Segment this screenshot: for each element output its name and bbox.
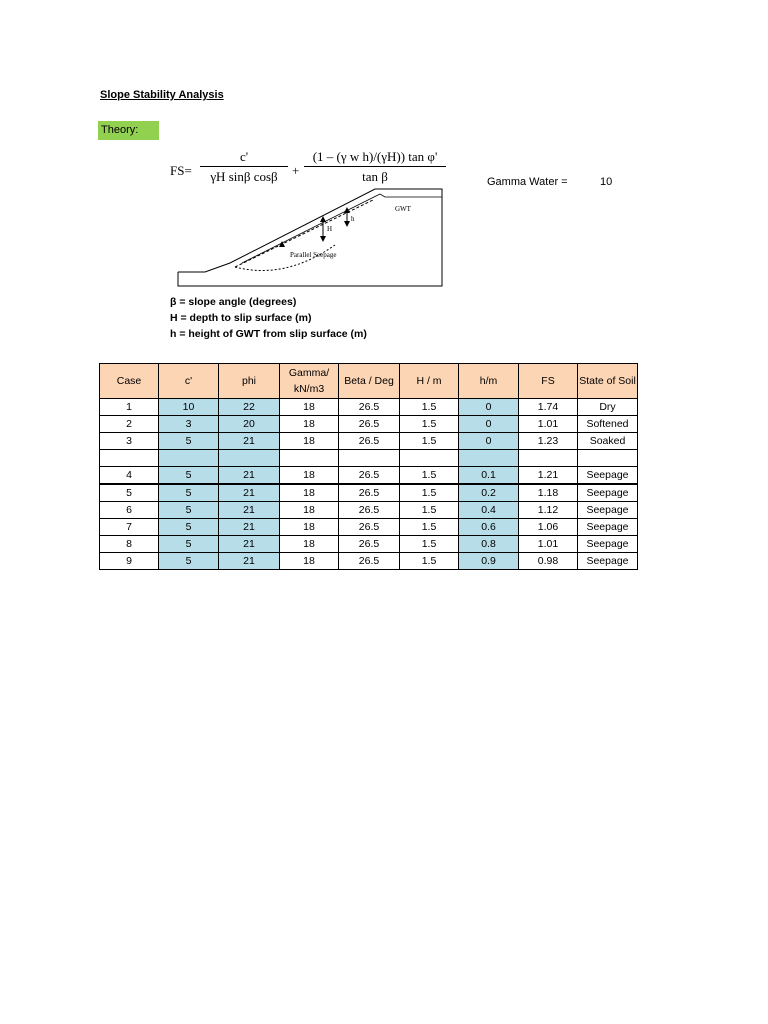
cell-h: 0 [459, 433, 519, 450]
table-row [100, 433, 638, 450]
cell-beta: 26.5 [339, 433, 400, 450]
cell-fs: 1.21 [519, 467, 578, 485]
cell-h: 0.8 [459, 536, 519, 553]
formula-frac1-denominator: γH sinβ cosβ [210, 169, 278, 184]
header-c: c' [159, 364, 219, 399]
cell-beta: 26.5 [339, 484, 400, 502]
cell-c: 5 [159, 536, 219, 553]
cell-fs: 1.01 [519, 416, 578, 433]
cell-gamma: 18 [280, 519, 339, 536]
cell-gamma: 18 [280, 399, 339, 416]
cell-fs: 1.06 [519, 519, 578, 536]
cell-gamma: 18 [280, 484, 339, 502]
cell-gamma: 18 [280, 536, 339, 553]
cell-beta: 26.5 [339, 416, 400, 433]
table-row [100, 536, 638, 553]
cell-H: 1.5 [400, 536, 459, 553]
cell-h: 0.4 [459, 502, 519, 519]
cell-gamma: 18 [280, 467, 339, 485]
slope-profile [178, 189, 442, 286]
cell-gamma [280, 450, 339, 467]
cell-fs [519, 450, 578, 467]
seepage-label: Parallel Seepage [290, 251, 337, 259]
cell-case: 8 [100, 536, 159, 553]
header-gamma: Gamma/ kN/m3 [280, 364, 339, 399]
formula-frac2-denominator: tan β [362, 169, 388, 184]
definition-beta: β = slope angle (degrees) [170, 296, 297, 308]
cell-c: 10 [159, 399, 219, 416]
cell-case: 5 [100, 484, 159, 502]
table-row [100, 502, 638, 519]
cell-beta: 26.5 [339, 467, 400, 485]
cell-state [578, 450, 638, 467]
cell-c [159, 450, 219, 467]
cell-H: 1.5 [400, 502, 459, 519]
header-h: h/m [459, 364, 519, 399]
cell-h: 0.1 [459, 467, 519, 485]
cell-phi: 21 [219, 484, 280, 502]
cell-beta: 26.5 [339, 519, 400, 536]
header-state: State of Soil [578, 364, 638, 399]
cell-state: Softened [578, 416, 638, 433]
gwt-profile [380, 194, 442, 197]
cell-gamma: 18 [280, 416, 339, 433]
cell-gamma: 18 [280, 502, 339, 519]
cell-fs: 1.01 [519, 536, 578, 553]
header-fs: FS [519, 364, 578, 399]
table-body [100, 399, 638, 570]
results-table [99, 363, 638, 570]
definition-H: H = depth to slip surface (m) [170, 312, 312, 324]
cell-state: Dry [578, 399, 638, 416]
cell-fs: 1.12 [519, 502, 578, 519]
cell-state: Seepage [578, 519, 638, 536]
cell-h: 0 [459, 416, 519, 433]
header-phi: phi [219, 364, 280, 399]
table-header-row [100, 364, 638, 399]
cell-beta: 26.5 [339, 399, 400, 416]
gwt-label: GWT [395, 205, 411, 213]
cell-gamma: 18 [280, 433, 339, 450]
cell-phi: 22 [219, 399, 280, 416]
cell-beta [339, 450, 400, 467]
cell-c: 5 [159, 467, 219, 485]
table-row [100, 484, 638, 502]
cell-case: 6 [100, 502, 159, 519]
cell-h: 0 [459, 399, 519, 416]
cell-beta: 26.5 [339, 536, 400, 553]
cell-case: 2 [100, 416, 159, 433]
cell-phi: 21 [219, 519, 280, 536]
formula-frac1-numerator: c' [239, 149, 249, 164]
header-case: Case [100, 364, 159, 399]
cell-c: 3 [159, 416, 219, 433]
cell-state: Seepage [578, 484, 638, 502]
cell-case: 7 [100, 519, 159, 536]
formula-fraction-2 [304, 148, 446, 187]
gamma-water-label: Gamma Water = [487, 176, 568, 188]
cell-state: Seepage [578, 536, 638, 553]
cell-phi: 21 [219, 502, 280, 519]
table-row [100, 467, 638, 485]
cell-state: Soaked [578, 433, 638, 450]
arrowhead [344, 221, 350, 227]
H-label: H [327, 225, 333, 233]
formula-plus: + [292, 163, 300, 178]
formula-frac2-numerator: (1 – (γ w h)/(γH)) tan φ' [312, 149, 438, 164]
table-row [100, 399, 638, 416]
cell-h: 0.2 [459, 484, 519, 502]
table-row [100, 416, 638, 433]
cell-beta: 26.5 [339, 502, 400, 519]
formula-fs: FS= [170, 163, 192, 178]
cell-fs: 1.74 [519, 399, 578, 416]
cell-c: 5 [159, 484, 219, 502]
cell-H: 1.5 [400, 519, 459, 536]
cell-phi: 21 [219, 433, 280, 450]
cell-state: Seepage [578, 502, 638, 519]
arrowhead [344, 207, 350, 213]
h-label: h [351, 215, 355, 223]
cell-H: 1.5 [400, 484, 459, 502]
cell-phi: 21 [219, 553, 280, 570]
gamma-water-value: 10 [600, 176, 613, 188]
table-row [100, 519, 638, 536]
cell-state: Seepage [578, 467, 638, 485]
cell-fs: 1.18 [519, 484, 578, 502]
cell-fs: 1.23 [519, 433, 578, 450]
cell-H: 1.5 [400, 399, 459, 416]
cell-phi: 21 [219, 467, 280, 485]
cell-H: 1.5 [400, 467, 459, 485]
cell-h [459, 450, 519, 467]
cell-c: 5 [159, 433, 219, 450]
cell-case: 3 [100, 433, 159, 450]
cell-phi: 21 [219, 536, 280, 553]
cell-case [100, 450, 159, 467]
cell-case: 4 [100, 467, 159, 485]
cell-h: 0.6 [459, 519, 519, 536]
table-row [100, 450, 638, 467]
cell-h: 0.9 [459, 553, 519, 570]
definitions [170, 294, 367, 342]
cell-beta: 26.5 [339, 553, 400, 570]
cell-gamma: 18 [280, 553, 339, 570]
cell-c: 5 [159, 502, 219, 519]
cell-case: 9 [100, 553, 159, 570]
cell-state: Seepage [578, 553, 638, 570]
cell-H: 1.5 [400, 553, 459, 570]
cell-c: 5 [159, 519, 219, 536]
header-H: H / m [400, 364, 459, 399]
formula-fraction-1 [200, 148, 288, 187]
cell-phi: 20 [219, 416, 280, 433]
cell-fs: 0.98 [519, 553, 578, 570]
cell-phi [219, 450, 280, 467]
table-row [100, 553, 638, 570]
theory-label: Theory: [98, 121, 159, 140]
definition-h: h = height of GWT from slip surface (m) [170, 328, 367, 340]
cell-c: 5 [159, 553, 219, 570]
cell-H: 1.5 [400, 416, 459, 433]
slope-diagram [175, 185, 450, 290]
cell-H [400, 450, 459, 467]
cell-case: 1 [100, 399, 159, 416]
cell-H: 1.5 [400, 433, 459, 450]
arrowhead [320, 236, 326, 242]
header-beta: Beta / Deg [339, 364, 400, 399]
document-title: Slope Stability Analysis [100, 89, 224, 101]
